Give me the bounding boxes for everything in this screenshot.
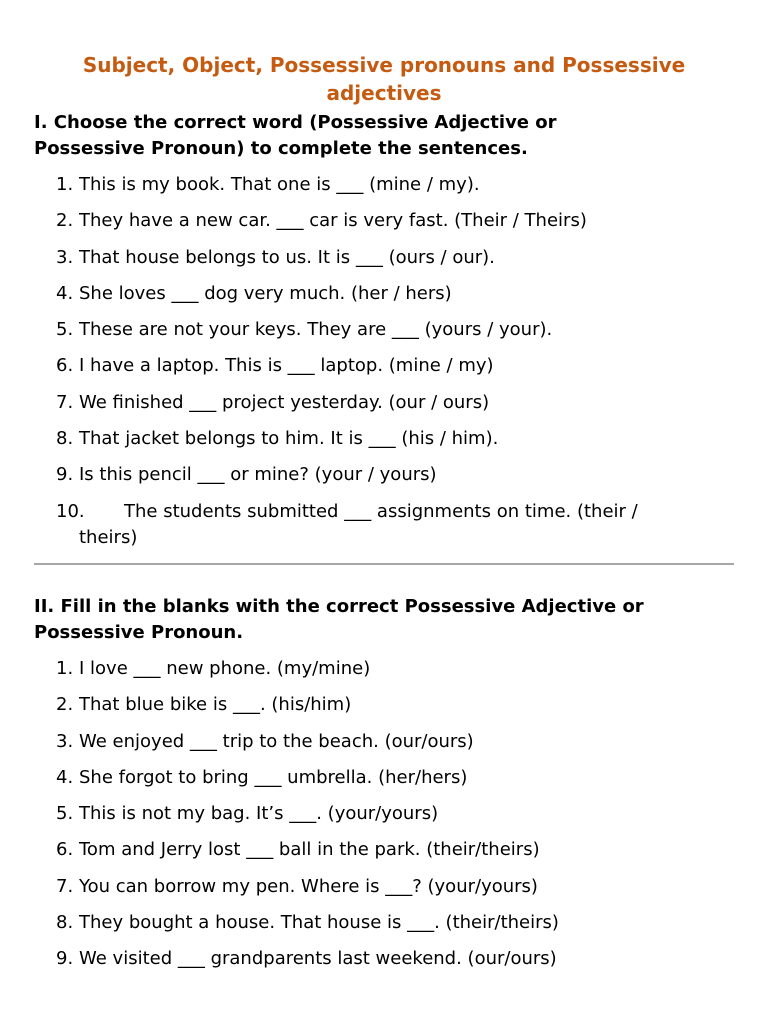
item-number: 6.: [56, 355, 74, 377]
item-text: They have a new car. ___ car is very fast. (Their / Theirs): [79, 210, 587, 232]
list-item: [0, 692, 768, 718]
item-number: 2.: [56, 694, 74, 716]
item-text: This is my book. That one is ___ (mine / my).: [79, 174, 480, 195]
item-number: 9.: [56, 464, 74, 486]
item-text-continued: theirs): [79, 526, 138, 548]
list-item: [0, 910, 768, 936]
item-number: 6.: [56, 839, 74, 861]
item-text: This is not my bag. It’s ___. (your/yours): [79, 803, 439, 825]
item-number: 3.: [56, 730, 74, 752]
list-item: [0, 245, 768, 271]
item-number: 1.: [56, 174, 74, 195]
item-text: That house belongs to us. It is ___ (ours / our).: [79, 246, 495, 268]
item-number: 4.: [56, 282, 74, 304]
section-1-heading: [34, 110, 734, 162]
item-number: 5.: [56, 803, 74, 825]
worksheet-title: Subject, Object, Possessive pronouns and Possessive adjectives: [82, 53, 686, 105]
item-text: She forgot to bring ___ umbrella. (her/hers): [79, 766, 468, 788]
item-text: Tom and Jerry lost ___ ball in the park. (their/theirs): [79, 839, 540, 861]
item-text: They bought a house. That house is ___. (their/theirs): [79, 912, 559, 934]
list-item: [0, 426, 768, 452]
list-item: [0, 390, 768, 416]
item-number: 8.: [56, 912, 74, 934]
list-item: [0, 765, 768, 791]
item-number: 3.: [56, 246, 74, 268]
list-item: [0, 462, 768, 488]
section-2-list: [0, 656, 768, 983]
section-2-heading-line-1: II. Fill in the blanks with the correct Possessive Adjective or: [34, 596, 644, 617]
section-2-heading-line-2: Possessive Pronoun.: [34, 622, 244, 643]
section-1-list: [0, 172, 768, 561]
item-number: 5.: [56, 319, 74, 341]
item-number: 10.: [56, 500, 85, 522]
item-text: We finished ___ project yesterday. (our / ours): [79, 391, 490, 413]
list-item: [0, 946, 768, 972]
list-item: [0, 317, 768, 343]
item-number: 4.: [56, 766, 74, 788]
list-item: [0, 837, 768, 863]
list-item: [0, 281, 768, 307]
item-text: She loves ___ dog very much. (her / hers): [79, 282, 452, 304]
item-text: I have a laptop. This is ___ laptop. (mine / my): [79, 355, 494, 377]
item-number: 7.: [56, 391, 74, 413]
list-item: [0, 499, 768, 551]
section-divider: [34, 563, 734, 565]
list-item: [0, 208, 768, 234]
item-number: 7.: [56, 875, 74, 897]
item-number: 1.: [56, 658, 74, 679]
section-1-heading-line-1: I. Choose the correct word (Possessive Adjective or: [34, 112, 557, 133]
list-item: [0, 656, 768, 682]
list-item: [0, 353, 768, 379]
item-text: Is this pencil ___ or mine? (your / yours): [79, 464, 437, 486]
section-1-heading-line-2: Possessive Pronoun) to complete the sentences.: [34, 138, 528, 159]
item-text: We visited ___ grandparents last weekend. (our/ours): [79, 948, 557, 970]
item-number: 9.: [56, 948, 74, 970]
item-text: You can borrow my pen. Where is ___? (your/yours): [79, 875, 538, 897]
item-text: The students submitted ___ assignments on time. (their /: [124, 500, 638, 522]
list-item: [0, 874, 768, 900]
item-text: These are not your keys. They are ___ (yours / your).: [79, 319, 553, 341]
section-2-heading: [34, 594, 734, 646]
list-item: [0, 801, 768, 827]
list-item: [0, 172, 768, 198]
item-number: 8.: [56, 428, 74, 450]
list-item: [0, 729, 768, 755]
item-text: That jacket belongs to him. It is ___ (his / him).: [79, 428, 499, 450]
item-text: That blue bike is ___. (his/him): [79, 694, 352, 716]
item-number: 2.: [56, 210, 74, 232]
item-text: I love ___ new phone. (my/mine): [79, 658, 371, 679]
item-text: We enjoyed ___ trip to the beach. (our/ours): [79, 730, 474, 752]
